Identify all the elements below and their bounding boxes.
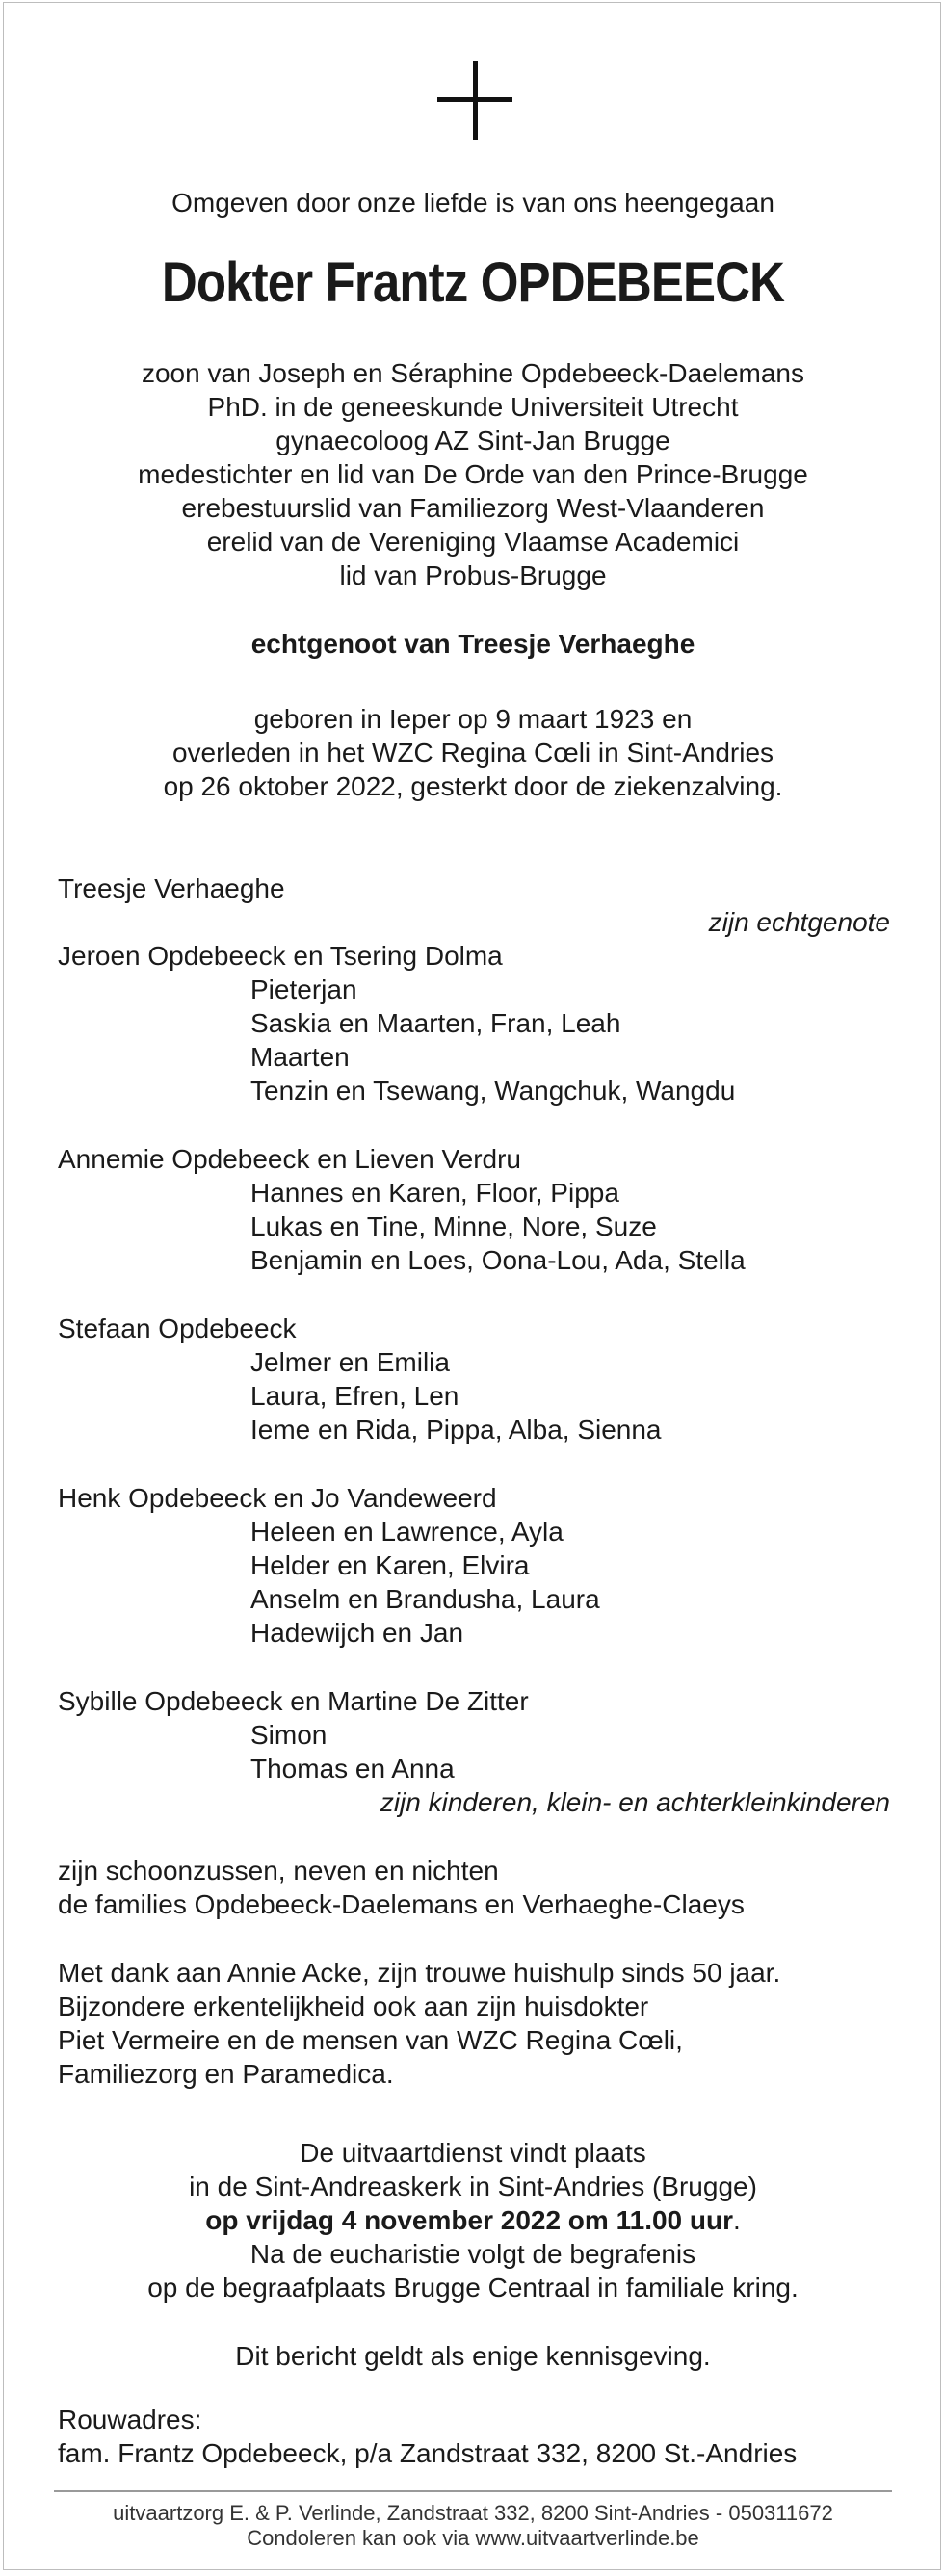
- title-line: gynaecoloog AZ Sint-Jan Brugge: [275, 426, 670, 455]
- family-member: Ieme en Rida, Pippa, Alba, Sienna: [250, 1415, 662, 1444]
- family-member: Heleen en Lawrence, Ayla: [250, 1517, 564, 1547]
- family-spouse-name: Treesje Verhaeghe: [58, 873, 285, 903]
- family-group-head: Stefaan Opdebeeck: [58, 1314, 297, 1343]
- family-member: Maarten: [250, 1042, 350, 1072]
- family-member: Tenzin en Tsewang, Wangchuk, Wangdu: [250, 1076, 736, 1106]
- thanks-line: Piet Vermeire en de mensen van WZC Regina Cœli,: [58, 2025, 683, 2055]
- address-label: Rouwadres:: [58, 2405, 202, 2434]
- service-date-bold: op vrijdag 4 november 2022 om 11.00 uur: [205, 2205, 733, 2235]
- family-member: Benjamin en Loes, Oona-Lou, Ada, Stella: [250, 1245, 746, 1275]
- intro-text: Omgeven door onze liefde is van ons heengegaan: [171, 188, 774, 218]
- death-notice: [3, 2, 941, 2570]
- notice-line: Dit bericht geldt als enige kennisgeving.: [235, 2341, 711, 2371]
- title-line: medestichter en lid van De Orde van den Prince-Brugge: [138, 459, 808, 489]
- family-group-head: Henk Opdebeeck en Jo Vandeweerd: [58, 1483, 497, 1513]
- family-member: Jelmer en Emilia: [250, 1347, 450, 1377]
- footer-divider: [54, 2490, 892, 2492]
- family-group-head: Sybille Opdebeeck en Martine De Zitter: [58, 1686, 529, 1716]
- thanks-line: Familiezorg en Paramedica.: [58, 2059, 394, 2089]
- service-line: De uitvaartdienst vindt plaats: [300, 2138, 646, 2168]
- address-line: fam. Frantz Opdebeeck, p/a Zandstraat 332, 8200 St.-Andries: [58, 2438, 798, 2468]
- footer-funeral-home: uitvaartzorg E. & P. Verlinde, Zandstraat 332, 8200 Sint-Andries - 050311672: [113, 2501, 833, 2525]
- family-member: Helder en Karen, Elvira: [250, 1550, 530, 1580]
- deceased-name: Dokter Frantz OPDEBEECK: [161, 251, 785, 314]
- service-date-end: .: [733, 2205, 741, 2235]
- family-member: Laura, Efren, Len: [250, 1381, 459, 1411]
- birth-death-line: op 26 oktober 2022, gesterkt door de ziekenzalving.: [163, 771, 783, 801]
- title-line: erelid van de Vereniging Vlaamse Academici: [206, 527, 740, 557]
- title-line: zoon van Joseph en Séraphine Opdebeeck-Daelemans: [141, 358, 804, 388]
- family-member: Pieterjan: [250, 975, 357, 1004]
- title-line: PhD. in de geneeskunde Universiteit Utrecht: [207, 392, 739, 422]
- family-group-head: Annemie Opdebeeck en Lieven Verdru: [58, 1144, 521, 1174]
- relatives-line: zijn schoonzussen, neven en nichten: [58, 1856, 499, 1886]
- family-spouse-role: zijn echtgenote: [708, 907, 890, 937]
- family-member: Saskia en Maarten, Fran, Leah: [250, 1008, 621, 1038]
- family-group-head: Jeroen Opdebeeck en Tsering Dolma: [58, 941, 503, 971]
- spouse-line: echtgenoot van Treesje Verhaeghe: [250, 629, 695, 659]
- children-role: zijn kinderen, klein- en achterkleinkinderen: [380, 1787, 890, 1817]
- family-member: Hannes en Karen, Floor, Pippa: [250, 1178, 619, 1208]
- family-member: Anselm en Brandusha, Laura: [250, 1584, 600, 1614]
- title-line: erebestuurslid van Familiezorg West-Vlaanderen: [181, 493, 765, 523]
- relatives-line: de families Opdebeeck-Daelemans en Verhaeghe-Claeys: [58, 1889, 745, 1919]
- service-line: op de begraafplaats Brugge Centraal in familiale kring.: [147, 2273, 799, 2303]
- cross-icon: [437, 61, 512, 140]
- service-line: in de Sint-Andreaskerk in Sint-Andries (Brugge): [189, 2172, 757, 2201]
- family-member: Thomas en Anna: [250, 1754, 455, 1783]
- birth-death-line: geboren in Ieper op 9 maart 1923 en: [253, 704, 693, 734]
- thanks-line: Met dank aan Annie Acke, zijn trouwe huishulp sinds 50 jaar.: [58, 1958, 781, 1988]
- family-member: Lukas en Tine, Minne, Nore, Suze: [250, 1211, 657, 1241]
- family-member: Hadewijch en Jan: [250, 1618, 464, 1648]
- thanks-line: Bijzondere erkentelijkheid ook aan zijn huisdokter: [58, 1991, 649, 2021]
- service-line: Na de eucharistie volgt de begrafenis: [249, 2239, 696, 2269]
- service-date: [4, 2203, 941, 2238]
- title-line: lid van Probus-Brugge: [339, 560, 607, 590]
- family-member: Simon: [250, 1720, 328, 1750]
- birth-death-line: overleden in het WZC Regina Cœli in Sint-Andries: [171, 738, 774, 768]
- footer-condolence: Condoleren kan ook via www.uitvaartverlinde.be: [247, 2526, 699, 2550]
